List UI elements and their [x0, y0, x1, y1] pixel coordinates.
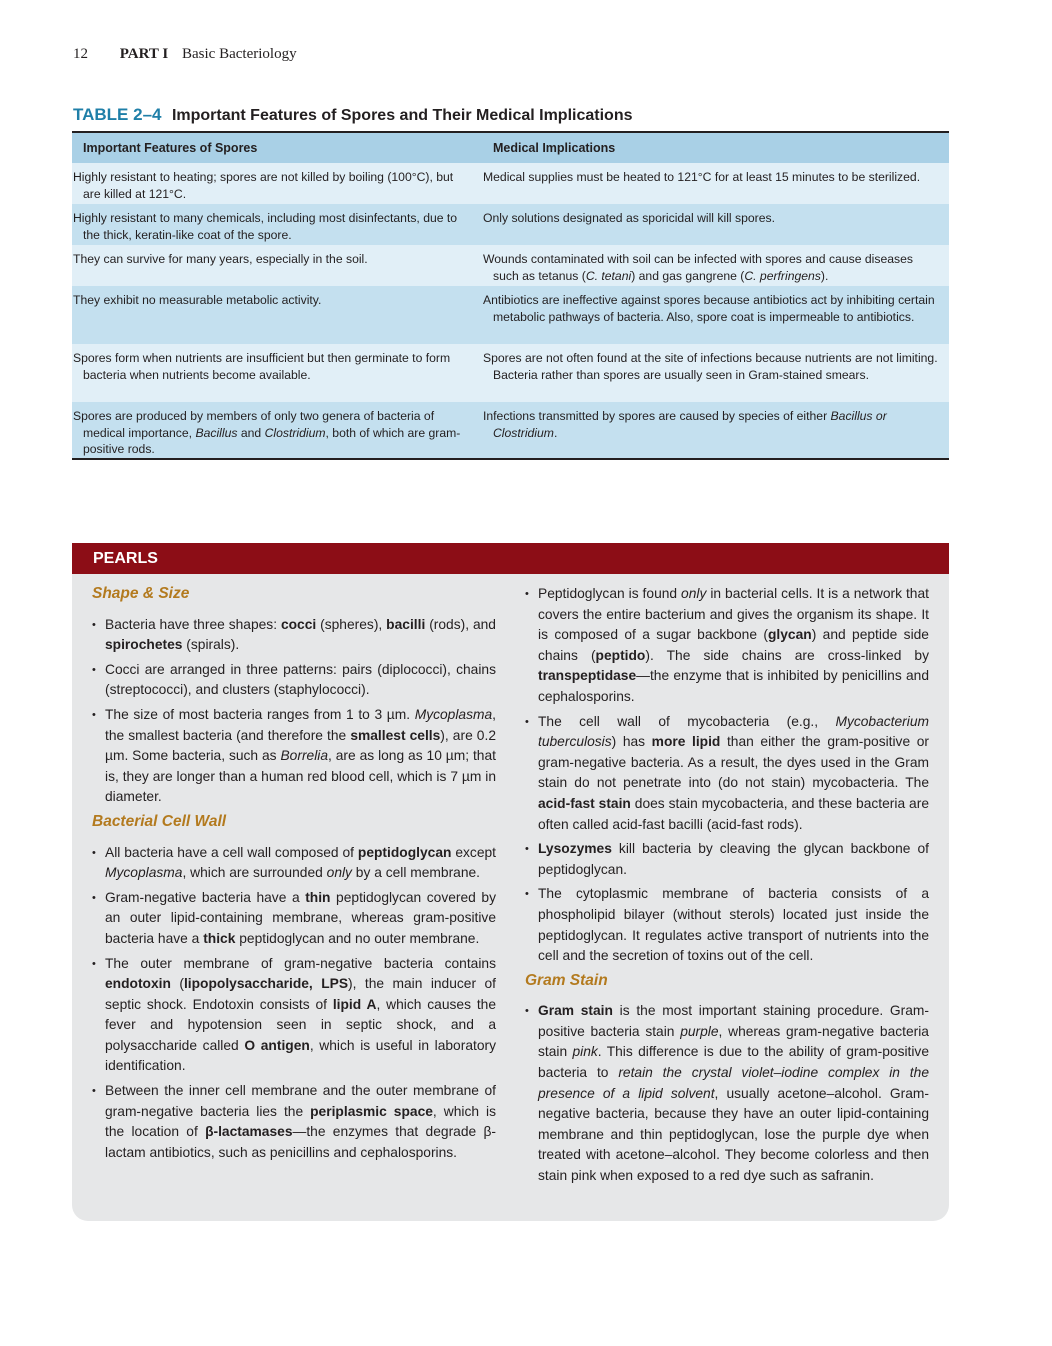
- table-cell-feature: They exhibit no measurable metabolic activity.: [73, 293, 322, 307]
- table-row: [72, 163, 949, 204]
- cell-wall-heading: Bacterial Cell Wall: [92, 812, 227, 830]
- list-item: • Gram stain is the most important staining procedure. Gram-positive bacteria stain purple, whereas gram-negative bacteria stain pink. This difference is due to the ability of gram-positive bacteria to retain the crystal violet–iodine complex in the presence of a lipid solvent, usually acetone–alcohol. Gram-negative bacteria, because they have an outer lipid-containing membrane and thin peptidoglycan, lose the purple dye when treated with acetone–alcohol. They become colorless and then stain pink when exposed to a red dye such as safranin.: [525, 1001, 929, 1186]
- table-cell-feature: Spores are produced by members of only two genera of bacteria of medical importance, Bacillus and Clostridium, both of which are gram-positive rods.: [73, 409, 461, 456]
- list-item: • Peptidoglycan is found only in bacterial cells. It is a network that covers the entire bacterium and gives the organism its shape. It is composed of a sugar backbone (glycan) and peptide side chains (peptido). The side chains are cross-linked by transpeptidase—the enzyme that is inhibited by penicillins and cephalosporins.: [525, 584, 929, 708]
- table-label: TABLE 2–4: [73, 105, 162, 124]
- table-header-implications: Medical Implications: [493, 141, 616, 155]
- book-section: Basic Bacteriology: [182, 46, 297, 62]
- list-item: • The outer membrane of gram-negative bacteria contains endotoxin (lipopolysaccharide, LPS), the main inducer of septic shock. Endotoxin consists of lipid A, which causes the fever and hypotension seen in septic shock, and a polysaccharide called O antigen, which is useful in laboratory identification.: [92, 954, 496, 1078]
- list-item: • Bacteria have three shapes: cocci (spheres), bacilli (rods), and spirochetes (spirals).: [92, 615, 496, 656]
- table-cell-feature: Highly resistant to many chemicals, including most disinfectants, due to the thick, keratin-like coat of the spore.: [73, 211, 458, 242]
- table-cell-implication: Antibiotics are ineffective against spores because antibiotics act by inhibiting certain metabolic pathways of bacteria. Also, spore coat is impermeable to antibiotics.: [483, 293, 935, 324]
- table-cell-implication: Medical supplies must be heated to 121°C for at least 15 minutes to be sterilized.: [483, 170, 921, 184]
- table-title: [73, 105, 632, 125]
- list-item: • Lysozymes kill bacteria by cleaving the glycan backbone of peptidoglycan.: [525, 839, 929, 880]
- table-cell-feature: They can survive for many years, especially in the soil.: [73, 252, 368, 266]
- cell-wall-list: [92, 843, 496, 1164]
- shape-size-heading: Shape & Size: [92, 585, 190, 602]
- list-item: • The size of most bacteria ranges from 1 to 3 µm. Mycoplasma, the smallest bacteria (and therefore the smallest cells), are 0.2 µm. Some bacteria, such as Borrelia, are as long as 10 µm; that is, they are longer than a human red blood cell, which is 7 µm in diameter.: [92, 705, 496, 808]
- table-cell-implication: Spores are not often found at the site of infections because nutrients are not limiting. Bacteria rather than spores are usually seen in Gram-stained smears.: [483, 351, 938, 382]
- gram-stain-heading: Gram Stain: [525, 971, 608, 989]
- table-row: [72, 344, 949, 402]
- pearls-heading: PEARLS: [72, 543, 949, 574]
- list-item: • Gram-negative bacteria have a thin peptidoglycan covered by an outer lipid-containing membrane, whereas gram-positive bacteria have a thick peptidoglycan and no outer membrane.: [92, 888, 496, 950]
- list-item: • Between the inner cell membrane and the outer membrane of gram-negative bacteria lies the periplasmic space, which is the location of β-lactamases—the enzymes that degrade β-lactam antibiotics, such as penicillins and cephalosporins.: [92, 1081, 496, 1163]
- table-row: [72, 204, 949, 245]
- cell-wall-list-continued: [525, 584, 929, 967]
- table-row: [72, 286, 949, 344]
- list-item: • The cell wall of mycobacteria (e.g., Mycobacterium tuberculosis) has more lipid than either the gram-positive or gram-negative bacteria. As a result, the dyes used in the Gram stain do not penetrate into (do not stain) mycobacteria. The acid-fast stain does stain mycobacteria, and these bacteria are often called acid-fast bacilli (acid-fast rods).: [525, 712, 929, 836]
- shape-size-list: [92, 615, 496, 808]
- table-row: [72, 245, 949, 286]
- table-cell-feature: Spores form when nutrients are insufficient but then germinate to form bacteria when nutrients become available.: [73, 351, 451, 382]
- pearls-right-column: [525, 584, 929, 1191]
- list-item: • The cytoplasmic membrane of bacteria consists of a phospholipid bilayer (without sterols) located just inside the peptidoglycan. It regulates active transport of nutrients into the cell and the secretion of toxins out of the cell.: [525, 884, 929, 966]
- table-cell-implication: Only solutions designated as sporicidal will kill spores.: [483, 211, 775, 225]
- running-head: [73, 46, 297, 63]
- table-cell-implication: Wounds contaminated with soil can be infected with spores and cause diseases such as tetanus (C. tetani) and gas gangrene (C. perfringens).: [483, 252, 913, 283]
- table-caption: Important Features of Spores and Their Medical Implications: [171, 107, 633, 124]
- page-number: 12: [73, 46, 88, 62]
- table-header-features: Important Features of Spores: [83, 141, 258, 155]
- pearls-left-column: [92, 584, 496, 1167]
- table-cell-implication: Infections transmitted by spores are caused by species of either Bacillus or Clostridium.: [483, 409, 887, 440]
- gram-stain-list: [525, 1001, 929, 1186]
- list-item: • Cocci are arranged in three patterns: pairs (diplococci), chains (streptococci), and clusters (staphylococci).: [92, 660, 496, 701]
- spores-table: [72, 131, 949, 460]
- table-row: [72, 402, 949, 458]
- table-cell-feature: Highly resistant to heating; spores are not killed by boiling (100°C), but are killed at 121°C.: [73, 170, 454, 201]
- part-label: PART I: [119, 46, 169, 62]
- table-header-row: [72, 133, 949, 163]
- pearls-box: [72, 574, 949, 1221]
- list-item: • All bacteria have a cell wall composed of peptidoglycan except Mycoplasma, which are surrounded only by a cell membrane.: [92, 843, 496, 884]
